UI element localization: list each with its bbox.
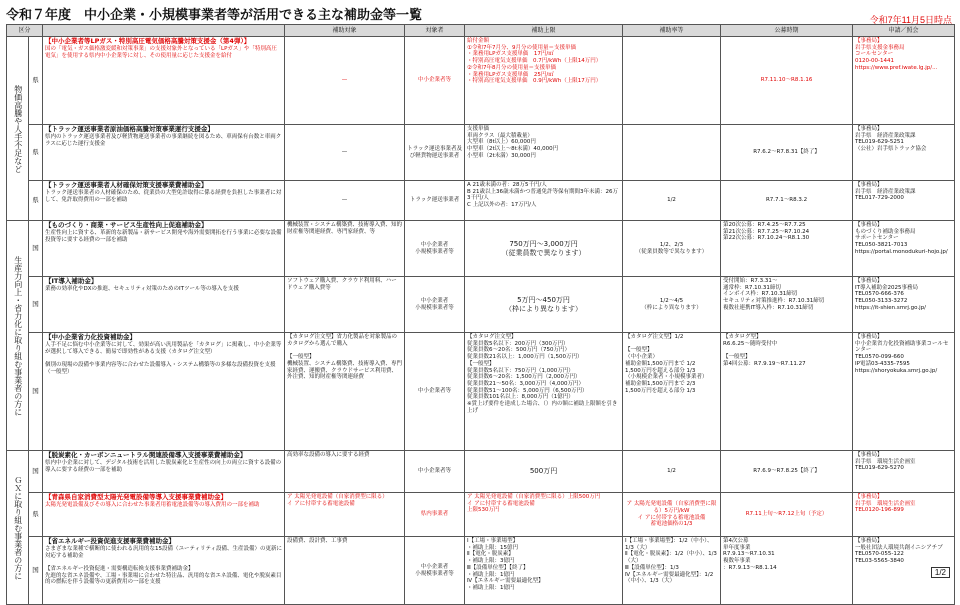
category-label: 生産力向上・省力化に取り組む事業者の方に [7,221,29,451]
table-header-row [7,25,955,37]
rate-cell: 1/2、2/3 （従業員数等で異なります） [623,221,721,277]
target-cell: 【カタログ注文型】省力化製品を対象製品のカタログから選んで購入 【一般型】 機械装置、システム構築費、技術導入費、専門家経費、運搬費、クラウドサービス利用費、外注費、知的財産権等関連経費 [285,333,405,451]
subsidy-title: 【IT導入補助金】 [45,277,98,285]
target-cell: ソフトウェア購入費、クラウド利用料、ハードウェア購入費等 [285,277,405,333]
subsidy-description: トラック運送事業者の人材確保のため、従業員の大型免許取得に係る経費を負担した事業者に対して、免許取得費用の一部を補助 [45,189,282,203]
table-row [7,493,955,537]
category-label: 物価高騰や人手不足など [7,37,29,221]
header-limit: 補助上限 [465,25,623,37]
who-cell: 中小企業者 小規模事業者等 [405,221,465,277]
subsidy-description: 人手不足に悩む中小企業等に対して、効果が高い汎用製品を「カタログ」に掲載し、中小企業等が選択して導入できる、簡易で即効性がある支援（カタログ注文型） 個別の現場の設備や事業内容等に合わせた設備導入・システム構築等の多様な設備投資を支援（一般型） [45,341,282,375]
who-cell: トラック運送事業者及び軽貨物運送事業者 [405,125,465,181]
level-badge: 国 [29,277,43,333]
subsidy-item [43,125,285,181]
header-contact: 申請／照会 [853,25,955,37]
contact-cell: 【事務局】 一般社団法人環境共創イニシアチブ TEL0570-055-122 TEL03-5565-3840 [853,537,955,605]
page-number: 1/2 [931,567,950,578]
as-of-date: 令和7年11月5日時点 [869,15,952,25]
table-row [7,537,955,605]
level-badge: 国 [29,221,43,277]
who-cell: 中小企業者等 [405,333,465,451]
subsidy-description: 生産性向上に資する、革新的な新製品・新サービス開発や海外需要開拓を行う事業に必要な設備投資等に要する経費の一部を補助 [45,229,282,243]
limit-cell: 支援単価 車両クラス（最大積載量） 大型車（8t以上）60,000円 中型車（2t以上～8t未満）40,000円 小型車（2t未満）30,000円 [465,125,623,181]
header-item [43,25,285,37]
target-cell: — [285,125,405,181]
level-badge: 県 [29,37,43,125]
subsidy-item [43,451,285,493]
rate-cell [623,37,721,125]
contact-cell: 【事務局】 岩手県 環境生活企画室 TEL0120-196-899 [853,493,955,537]
contact-cell: 【事務局】 岩手県 環境生活企画室 TEL019-629-5270 [853,451,955,493]
limit-cell: 給付金額 ①令和7年7月分、9月分の使用量＝支援単価 ・業務用LPガス支援単価 17円/㎥ ・特別高圧電気支援単価 0.7円/kWh（上限14万円） ②令和7年8月分の使用量＝支援単価 ・業務用LPガス支援単価 25円/㎥ ・特別高圧電気支援単価 0.9円/kWh（上限17万円） [465,37,623,125]
header-category: 区分 [7,25,43,37]
level-badge: 国 [29,451,43,493]
subsidy-description: 県内のトラック運送事業者及び軽貨物運送事業者の事業継続を図るため、車両保有台数と車両クラスに応じた運行支援金 [45,133,282,147]
table-row [7,333,955,451]
subsidy-title: 【省エネルギー投資促進支援事業費補助金】 [45,537,176,545]
subsidy-title: 【トラック運送事業者原油価格高騰対策事業運行支援金】 [45,125,214,133]
subsidy-item [43,537,285,605]
level-badge: 県 [29,493,43,537]
page-title: 令和７年度 中小企業・小規模事業者等が活用できる主な補助金等一覧 [6,7,423,22]
target-cell: 機械装置・システム構築費、技術導入費、知的財産権等関連経費、専門家経費、等 [285,221,405,277]
who-cell: トラック運送事業者 [405,181,465,221]
subsidy-item [43,493,285,537]
subsidy-description: 太陽光発電設備及びその導入に合わせた事業者用蓄電池設備等の導入費用の一部を補助 [45,501,260,508]
who-cell: 中小企業者 小規模事業者等 [405,277,465,333]
limit-cell: 【カタログ注文型】 従業員数5名以下：200万円（300万円） 従業員数6～20名：500万円（750万円） 従業員数21名以上：1,000万円（1,500万円） 【一般型】 従業員数5名以下：750万円（1,000万円） 従業員数6～20名：1,500万円（2,000万円） 従業員数21～50名：3,000万円（4,000万円） 従業員数51～100名：5,000万円（6,500万円） 従業員数101名以上：8,000万円（1億円） ※賃上げ要件を達成した場合、（）内の額に補助上限額を引き上げ [465,333,623,451]
level-badge: 国 [29,537,43,605]
header-target: 補助対象 [285,25,405,37]
target-cell: — [285,37,405,125]
period-cell: 受付開始：R7.3.31～ 通常枠：R7.10.31締切 インボイス枠：R7.10.31締切 セキュリティ対策推進枠：R7.10.31締切 複数社連携IT導入枠：R7.10.31締切 [721,277,853,333]
table-row [7,181,955,221]
period-cell: 【カタログ型】 R6.6.25～随時受付中 【一般型】 第4回公募：R7.9.19～R7.11.27 [721,333,853,451]
who-cell: 県内事業者 [405,493,465,537]
rate-cell: 1/2 [623,451,721,493]
rate-cell: 1/2 [623,181,721,221]
who-cell: 中小企業者 小規模事業者等 [405,537,465,605]
subsidy-title: 【青森県自家消費型太陽光発電設備等導入支援事業費補助金】 [45,493,228,501]
limit-cell: A 21歳未満の者：28万5千円/人 B 21歳以上36歳未満かつ普通免許等保有期間3年未満：26万3千円/人 C 上記以外の者：17万円/人 [465,181,623,221]
subsidy-item [43,181,285,221]
category-label: ＧＸに取り組む事業者の方に [7,451,29,605]
contact-cell: 【事務局】 岩手県支援金事務局 コールセンター 0120-00-1441 https://www.pref.iwate.lg.jp/... [853,37,955,125]
subsidy-title: 【中小企業者等LPガス・特別高圧電気価格高騰対策支援金（第4弾）】 [45,37,251,45]
subsidy-item [43,221,285,277]
subsidy-item [43,277,285,333]
target-cell: — [285,181,405,221]
period-cell: R7.11上旬～R7.12上旬（予定） [721,493,853,537]
table-row [7,125,955,181]
subsidy-description: さまざまな業種で横断的に使われる汎用的な15設備（ユーティリティ設備、生産設備）の更新に対応する補助金 【省エネルギー投資促進・需要構造転換支援事業費補助金】 先進的な省エネ設備や、工場・事業場に合わせた特注品、汎用的な省エネ設備、電化や脱炭素目的の燃転を伴う設備等の更新費用の一部を支援 [45,545,283,586]
target-cell: 設備費、設計費、工事費 [285,537,405,605]
table-row [7,221,955,277]
contact-cell: 【事務局】 岩手県 経済産業政策課 TEL019-629-5251 （公社）岩手県トラック協会 [853,125,955,181]
who-cell: 中小企業者等 [405,37,465,125]
contact-cell: 【事務局】 ものづくり補助金事務局 サポートセンター TEL050-3821-7013 https://portal.monodukuri-hojo.jp/ [853,221,955,277]
subsidy-title: 【トラック運送事業者人材確保対策支援事業費補助金】 [45,181,208,189]
contact-cell: 【事務局】 IT導入補助金2025事務局 TEL0570-666-376 TEL050-3133-3272 https://it-shien.smrj.go.jp/ [853,277,955,333]
subsidy-item [43,37,285,125]
rate-cell [623,125,721,181]
target-cell: ア 太陽光発電設備（自家消費型に限る） イ アに付帯する蓄電池設備 [285,493,405,537]
rate-cell: 1/2～4/5 （枠により異なります） [623,277,721,333]
who-cell: 中小企業者等 [405,451,465,493]
contact-cell: 【事務局】 中小企業省力化投資補助事業コールセンター TEL0570-099-660 IP電話03-4335-7595 https://shoryokuka.smrj.go.jp/ [853,333,955,451]
period-cell: R7.6.2～R7.8.31【終了】 [721,125,853,181]
contact-cell: 【事務局】 岩手県 経済産業政策課 TEL017-729-2000 [853,181,955,221]
limit-cell: 5万円～450万円 （枠により異なります） [465,277,623,333]
limit-cell: Ⅰ【工場・事業場型】 ・補助上限：15億円 Ⅱ【電化・脱炭素】 ・補助上限：3億円 Ⅲ【設備単位型】【終了】 ・補助上限：1億円 Ⅳ【エネルギー需要最適化型】 ・補助上限：1億円 [465,537,623,605]
header-who: 対象者 [405,25,465,37]
subsidy-description: 業務の効率化やDXの推進、セキュリティ対策のためのITツール等の導入を支援 [45,285,239,292]
period-cell: R7.11.10～R8.1.16 [721,37,853,125]
level-badge: 県 [29,181,43,221]
table-row [7,451,955,493]
header-rate: 補助率等 [623,25,721,37]
limit-cell: 750万円～3,000万円 （従業員数で異なります） [465,221,623,277]
header-period: 公募時期 [721,25,853,37]
period-cell: R7.7.1～R8.3.2 [721,181,853,221]
subsidy-table [6,24,955,605]
table-row [7,277,955,333]
subsidy-title: 【ものづくり・商業・サービス生産性向上促進補助金】 [45,221,208,229]
period-cell: 第20次公募：R7.4.25～R7.7.25 第21次公募：R7.7.25～R7.10.24 第22次公募：R7.10.24～R8.1.30 [721,221,853,277]
level-badge: 県 [29,125,43,181]
limit-cell: 500万円 [465,451,623,493]
rate-cell: 【カタログ注文型】1/2 【一般型】 （中小企業） 補助金額1,500万円まで 1/2 1,500万円を超える部分 1/3 （小規模企業者・小規模事業者） 補助金額1,500万円まで 2/3 1,500万円を超える部分 1/3 [623,333,721,451]
level-badge: 国 [29,333,43,451]
table-row [7,37,955,125]
subsidy-title: 【中小企業省力化投資補助金】 [45,333,137,341]
target-cell: 高効率な設備の導入に要する経費 [285,451,405,493]
period-cell: 第4次公募 単年度事業 R7.9.13～R7.10.31 複数年事業 ：R7.9.13～R8.1.14 [721,537,853,605]
subsidy-item [43,333,285,451]
subsidy-title: 【脱炭素化・カーボンニュートラル関連設備導入支援事業費補助金】 [45,451,247,459]
subsidy-description: 県内中小企業に対して、デジタル技術を活用した脱炭素化と生産性の向上の両立に資する設備の導入に要する経費の一部を補助 [45,459,282,473]
limit-cell: ア 太陽光発電設備（自家消費型に限る）上限500万円 イ アに付帯する蓄電池設備 上限530万円 [465,493,623,537]
subsidy-description: 国の「電気・ガス価格激変緩和対策事業」の支援対象外となっている「LPガス」や「特別高圧電気」を使用する県内中小企業等に対し、その使用量に応じた支援金を給付 [45,45,277,59]
rate-cell: Ⅰ【工場・事業場型】：1/2（中小）、1/3（大） Ⅱ【電化・脱炭素】：1/2（中小）、1/3（大） Ⅲ【設備単位型】：1/3 Ⅳ【エネルギー需要最適化型】：1/2（中小）、1/3（大） [623,537,721,605]
period-cell: R7.6.9～R7.8.25【終了】 [721,451,853,493]
rate-cell: ア 太陽光発電設備（自家消費型に限る）5万円/kW イ アに付帯する蓄電池設備 蓄電池価格の1/3 [623,493,721,537]
